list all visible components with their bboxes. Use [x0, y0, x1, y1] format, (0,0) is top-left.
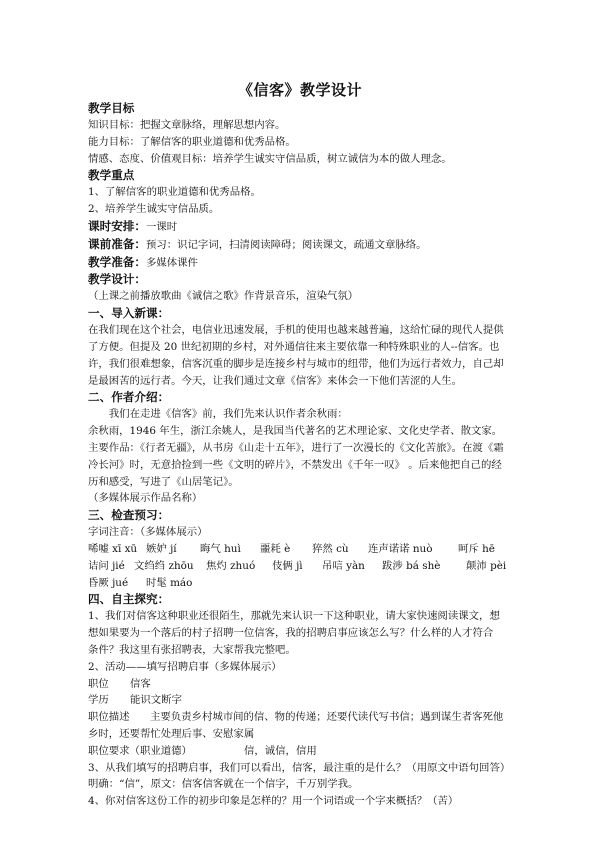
intro-line: 是最困苦的远行者。今天，让我们通过文章《信客》来体会一下他们苦涩的人生。	[88, 374, 463, 387]
form-value: 信客	[130, 677, 151, 690]
form-row	[88, 692, 528, 709]
goal-knowledge: 知识目标：把握文章脉络，理解思想内容。	[88, 119, 286, 131]
intro-line: 了方便。但提及 20 世纪初期的乡村，对外通信往来主要依靠一种特殊职业的人--信客。也	[88, 340, 500, 353]
form-label: 学历	[88, 694, 109, 707]
schedule-line	[88, 218, 528, 236]
pinyin-word: 吊唁 yàn	[322, 559, 365, 572]
pinyin-word: 连声诺诺 nuò	[368, 542, 433, 555]
keypoint-item: 2、培养学生诚实守信品质。	[88, 203, 220, 216]
question-line: 1、我们对信客这种职业还很陌生，那就先来认识一下这种职业，请大家快速阅读课文，想	[88, 610, 500, 623]
pinyin-word: 时髦 máo	[146, 576, 193, 589]
prep-teach-label: 教学准备：	[88, 254, 146, 269]
intro-line: 在我们现在这个社会，电信业迅速发展，手机的使用也越来越普遍，这给忙碌的现代人提供	[88, 324, 504, 337]
intro-heading-text: 导入新课：	[111, 306, 170, 321]
pinyin-word: 颠沛 pèi	[466, 559, 507, 572]
pinyin-word: 噩耗 è	[260, 542, 291, 555]
form-value: 能识文断字	[130, 694, 182, 707]
question-line: 4、你对信客这份工作的初步印象是怎样的？用一个词语或一个字来概括？（苦）	[88, 795, 459, 808]
activity-line: 2、活动——填写招聘启事（多媒体展示）	[88, 660, 282, 673]
check-heading: 三、检查预习：	[88, 508, 170, 523]
document-title: 《信客》教学设计	[237, 81, 362, 99]
document-body	[88, 100, 528, 810]
design-heading: 教学设计：	[88, 272, 146, 287]
keypoints-heading: 教学重点	[88, 168, 135, 183]
prep-teach-line	[88, 254, 528, 272]
pinyin-word: 诘问 jié	[88, 559, 125, 572]
author-line: 余秋雨，1946 年生，浙江余姚人，是我国当代著名的艺术理论家、文化史学者、散文家。	[88, 425, 503, 438]
pinyin-word: 嫉妒 jí	[146, 542, 177, 555]
pinyin-word: 昏厥 jué	[88, 576, 129, 589]
pinyin-word: 焦灼 zhuó	[206, 559, 256, 572]
intro-heading-num: 一、	[88, 306, 112, 321]
schedule-label: 课时安排：	[88, 218, 146, 233]
form-row	[88, 709, 528, 726]
form-label: 职位要求（职业道德）	[88, 744, 192, 757]
intro-heading	[88, 305, 528, 322]
goal-ability: 能力目标：了解信客的职业道德和优秀品格。	[88, 135, 296, 148]
goals-heading: 教学目标	[88, 101, 135, 115]
form-label: 职位描述	[88, 711, 130, 724]
form-value: 信，诚信，信用	[244, 744, 317, 757]
question-line: 想如果要为一个落后的村子招聘一位信客，我的招聘启事应该怎么写？什么样的人才符合	[88, 627, 494, 640]
music-note: （上课之前播放歌曲《诚信之歌》作背景音乐，渲染气氛）	[88, 290, 359, 303]
question-line: 条件？我这里有张招聘表，大家帮我完整吧。	[88, 643, 296, 656]
pinyin-row-3	[88, 575, 528, 592]
pinyin-word: 文绉绉 zhōu	[134, 559, 194, 572]
author-lead: 我们在走进《信客》前，我们先来认识作者余秋雨：	[108, 408, 348, 421]
question-line: 3、从我们填写的招聘启事，我们可以看出，信客，最注重的是什么？（用原文中语句回答）	[88, 761, 511, 774]
author-line: 主要作品：《行者无疆》，从书房《山走十五年》，进行了一次漫长的《文化苦旅》。在渡《霜	[88, 441, 504, 454]
author-line: 历和感受，写进了《山居笔记》。	[88, 475, 239, 488]
form-row	[88, 726, 528, 743]
pinyin-word: 跋涉 bá shè	[382, 559, 441, 572]
author-line: 冷长河》时，无意拾捡到一些《文明的碎片》，不禁发出《千年一叹》 。后来他把自己的经	[88, 458, 502, 471]
prep-before-value: 预习：识记字词，扫清阅读障碍；阅读课文，疏通文章脉络。	[145, 238, 427, 251]
pinyin-row-2	[88, 558, 528, 575]
goal-emotion: 情感、态度、价值观目标：培养学生诚实守信品质，树立诚信为本的做人理念。	[88, 152, 452, 165]
keypoint-item: 1、了解信客的职业道德和优秀品格。	[88, 186, 261, 199]
intro-line: 许，我们很难想象，信客沉重的脚步是连接乡村与城市的纽带，他们为远行者效力，自己却	[88, 357, 504, 370]
pinyin-label: 字词注音：（多媒体展示）	[88, 526, 208, 539]
form-row	[88, 743, 528, 760]
form-value: 主要负责乡村城市间的信、物的传递；还要代读代写书信；遇到谋生者客死他	[150, 711, 504, 724]
pinyin-row-1	[88, 541, 528, 558]
pinyin-word: 晦气 huì	[200, 542, 241, 555]
schedule-value: 一课时	[145, 220, 178, 233]
prep-before-line	[88, 236, 528, 254]
explore-heading: 四、自主探究：	[88, 592, 170, 607]
form-label: 职位	[88, 677, 109, 690]
answer-line: 明确：“信”，原文：信客信客就在一个信字，千万别学我。	[88, 778, 359, 791]
form-row	[88, 676, 528, 693]
pinyin-word: 猝然 cù	[312, 542, 349, 555]
author-heading: 二、作者介绍：	[88, 390, 170, 405]
pinyin-word: 伎俩 jì	[272, 559, 303, 572]
prep-before-label: 课前准备：	[88, 236, 146, 251]
form-value: 乡时，还要帮忙处理后事、安慰家属	[88, 727, 255, 740]
prep-teach-value: 多媒体课件	[145, 256, 198, 269]
pinyin-word: 呵斥 hē	[458, 542, 495, 555]
author-media-note: （多媒体展示作品名称）	[88, 492, 203, 505]
pinyin-word: 唏嘘 xī xū	[88, 542, 138, 555]
